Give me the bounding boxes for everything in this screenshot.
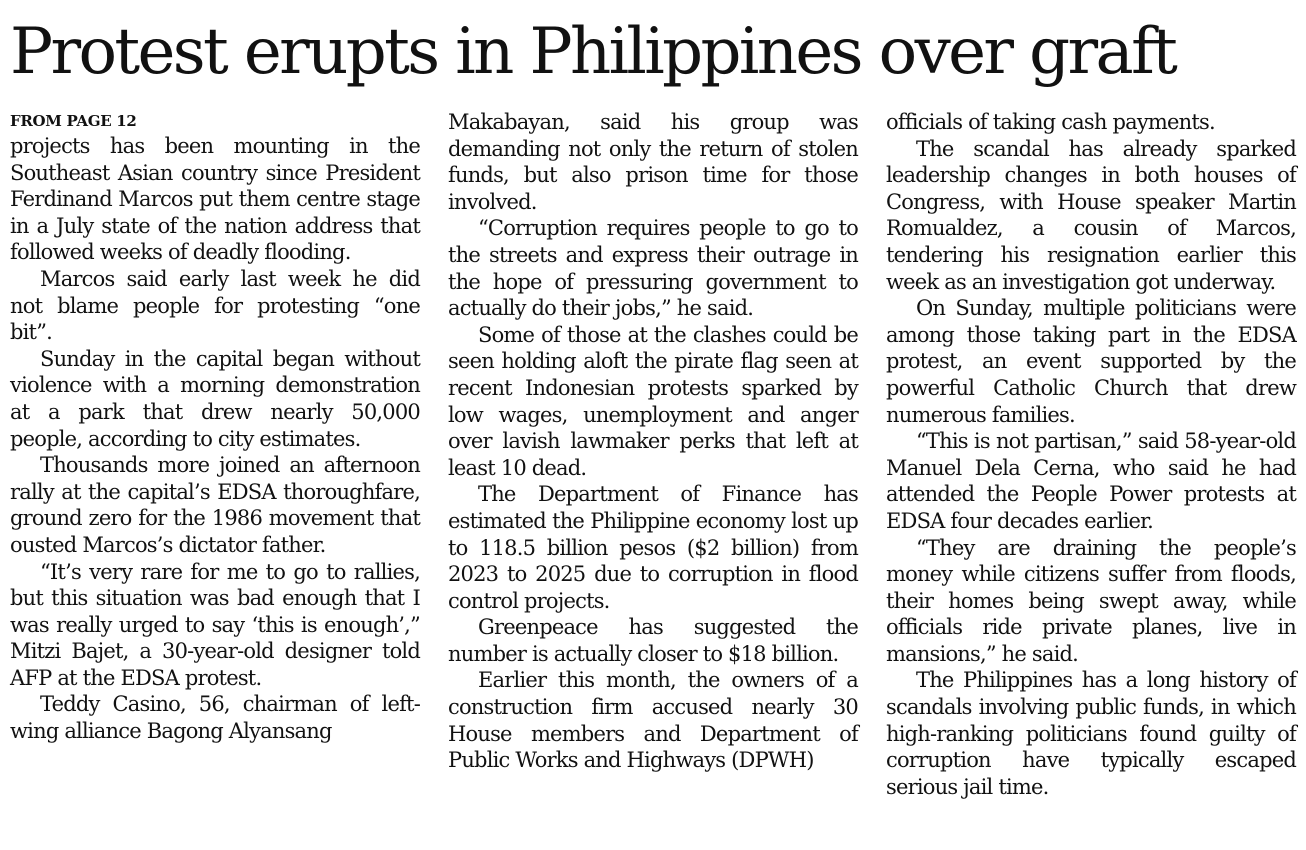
- paragraph: projects has been mounting in the Southeast Asian country since President Ferdinand Marcos put them centre stage in a July state of the nation address that followed weeks of deadly flooding.: [10, 134, 420, 265]
- paragraph: Greenpeace has suggested the number is actually closer to $18 billion.: [448, 615, 858, 666]
- paragraph: officials of taking cash payments.: [886, 110, 1215, 134]
- paragraph: “This is not partisan,” said 58-year-old Manuel Dela Cerna, who said he had attended the People Power protests at EDSA four decades earlier.: [886, 429, 1296, 533]
- continued-from-label: FROM PAGE 12: [10, 112, 137, 130]
- paragraph: The scandal has already sparked leadership changes in both houses of Congress, with House speaker Martin Romualdez, a cousin of Marcos, tendering his resignation earlier this week as an investigation got underway.: [886, 136, 1296, 294]
- article-column-3: [886, 109, 1296, 800]
- paragraph: “Corruption requires people to go to the streets and express their outrage in the hope of pressuring government to actually do their jobs,” he said.: [448, 216, 858, 321]
- article-column-2: [448, 109, 858, 774]
- paragraph: Earlier this month, the owners of a construction firm accused nearly 30 House members and Department of Public Works and Highways (DPWH): [448, 668, 858, 773]
- paragraph: Marcos said early last week he did not blame people for protesting “one bit”.: [10, 266, 420, 345]
- paragraph: Thousands more joined an afternoon rally at the capital’s EDSA thoroughfare, ground zero for the 1986 movement that ousted Marcos’s dictator father.: [10, 453, 420, 557]
- paragraph: Some of those at the clashes could be seen holding aloft the pirate flag seen at recent Indonesian protests sparked by low wages, unemployment and anger over lavish lawmaker perks that left at least 10 dead.: [448, 322, 858, 480]
- paragraph: Teddy Casino, 56, chairman of left-wing alliance Bagong Alyansang: [10, 692, 420, 744]
- headline: Protest erupts in Philippines over graft: [10, 15, 1176, 89]
- paragraph: The Department of Finance has estimated the Philippine economy lost up to 118.5 billion pesos ($2 billion) from 2023 to 2025 due to corruption in flood control projects.: [448, 482, 858, 613]
- paragraph: “It’s very rare for me to go to rallies, but this situation was bad enough that I was really urged to say ‘this is enough’,” Mitzi Bajet, a 30-year-old designer told AFP at the EDSA protest.: [10, 559, 420, 690]
- paragraph: “They are draining the people’s money while citizens suffer from floods, their homes being swept away, while officials ride private planes, live in mansions,” he said.: [886, 535, 1296, 666]
- paragraph: Sunday in the capital began without violence with a morning demonstration at a park that drew nearly 50,000 people, according to city estimates.: [10, 346, 420, 451]
- paragraph: The Philippines has a long history of scandals involving public funds, in which high-ranking politicians found guilty of corruption have typically escaped serious jail time.: [886, 668, 1296, 799]
- article-column-1: [10, 109, 420, 745]
- paragraph: On Sunday, multiple politicians were among those taking part in the EDSA protest, an event supported by the powerful Catholic Church that drew numerous families.: [886, 296, 1296, 427]
- paragraph: Makabayan, said his group was demanding not only the return of stolen funds, but also prison time for those involved.: [448, 110, 858, 214]
